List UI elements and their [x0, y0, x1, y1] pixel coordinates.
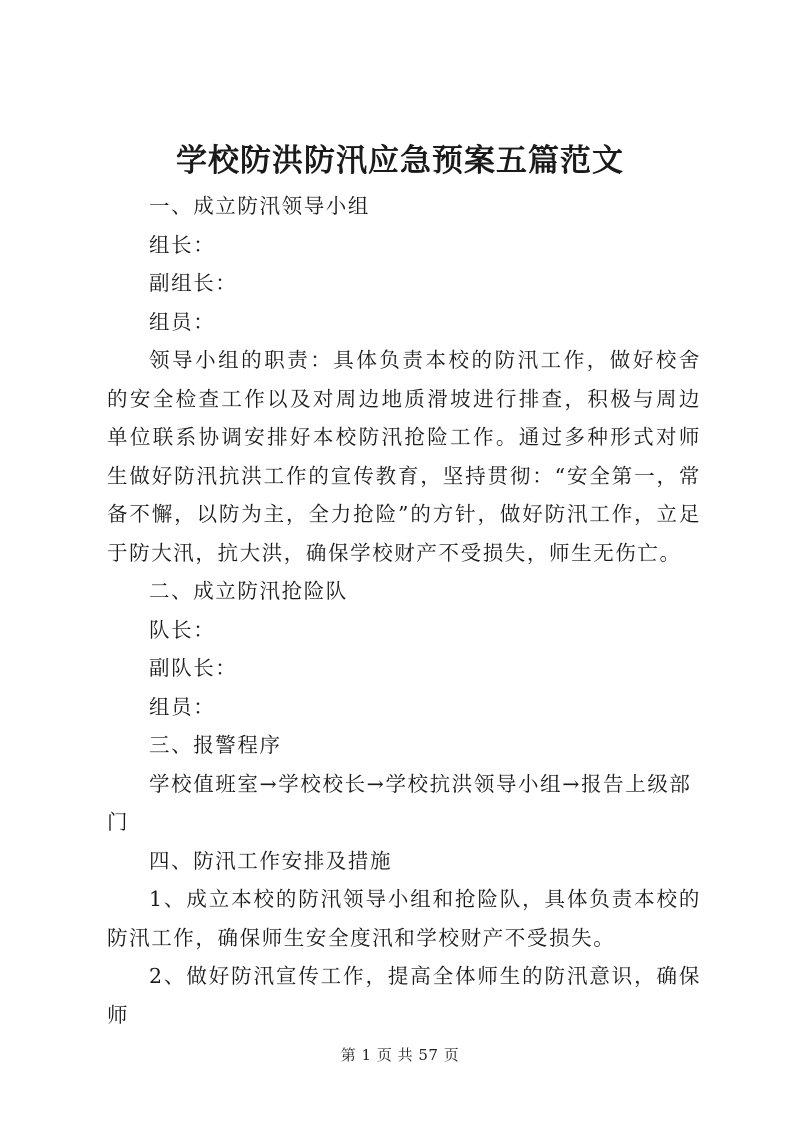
leadership-duties-paragraph: 领导小组的职责：具体负责本校的防汛工作，做好校舍的安全检查工作以及对周边地质滑坡进行排查，积极与周边单位联系协调安排好本校防汛抢险工作。通过多种形式对师生做好防汛抗洪工作的宣传教育，坚持贯彻：“安全第一，常备不懈，以防为主，全力抢险”的方针，做好防汛工作，立足于防大汛，抗大洪，确保学校财产不受损失，师生无伤亡。 — [107, 348, 701, 565]
deputy-group-leader-line: 副组长： — [149, 271, 238, 295]
section-heading-leadership-group: 一、成立防汛领导小组 — [149, 194, 370, 218]
measure-item-1: 1、成立本校的防汛领导小组和抢险队，具体负责本校的防汛工作，确保师生安全度汛和学校财产不受损失。 — [107, 887, 701, 950]
document-body — [107, 187, 701, 1034]
deputy-team-leader-line: 副队长： — [149, 656, 238, 680]
team-members-line: 组员： — [149, 694, 216, 719]
section-heading-work-arrangements: 四、防汛工作安排及措施 — [149, 848, 393, 873]
section-heading-alarm-procedure: 三、报警程序 — [149, 733, 282, 757]
group-leader-line: 组长： — [149, 232, 216, 257]
group-members-line: 组员： — [149, 309, 216, 334]
measure-item-2: 2、做好防汛宣传工作，提高全体师生的防汛意识，确保师 — [107, 964, 701, 1027]
document-title: 学校防洪防汛应急预案五篇范文 — [176, 143, 624, 179]
team-leader-line: 队长： — [149, 617, 216, 642]
page-footer: 第 1 页 共 57 页 — [340, 1046, 460, 1064]
section-heading-rescue-team: 二、成立防汛抢险队 — [149, 579, 348, 603]
alarm-procedure-chain: 学校值班室→学校校长→学校抗洪领导小组→报告上级部门 — [107, 771, 692, 834]
